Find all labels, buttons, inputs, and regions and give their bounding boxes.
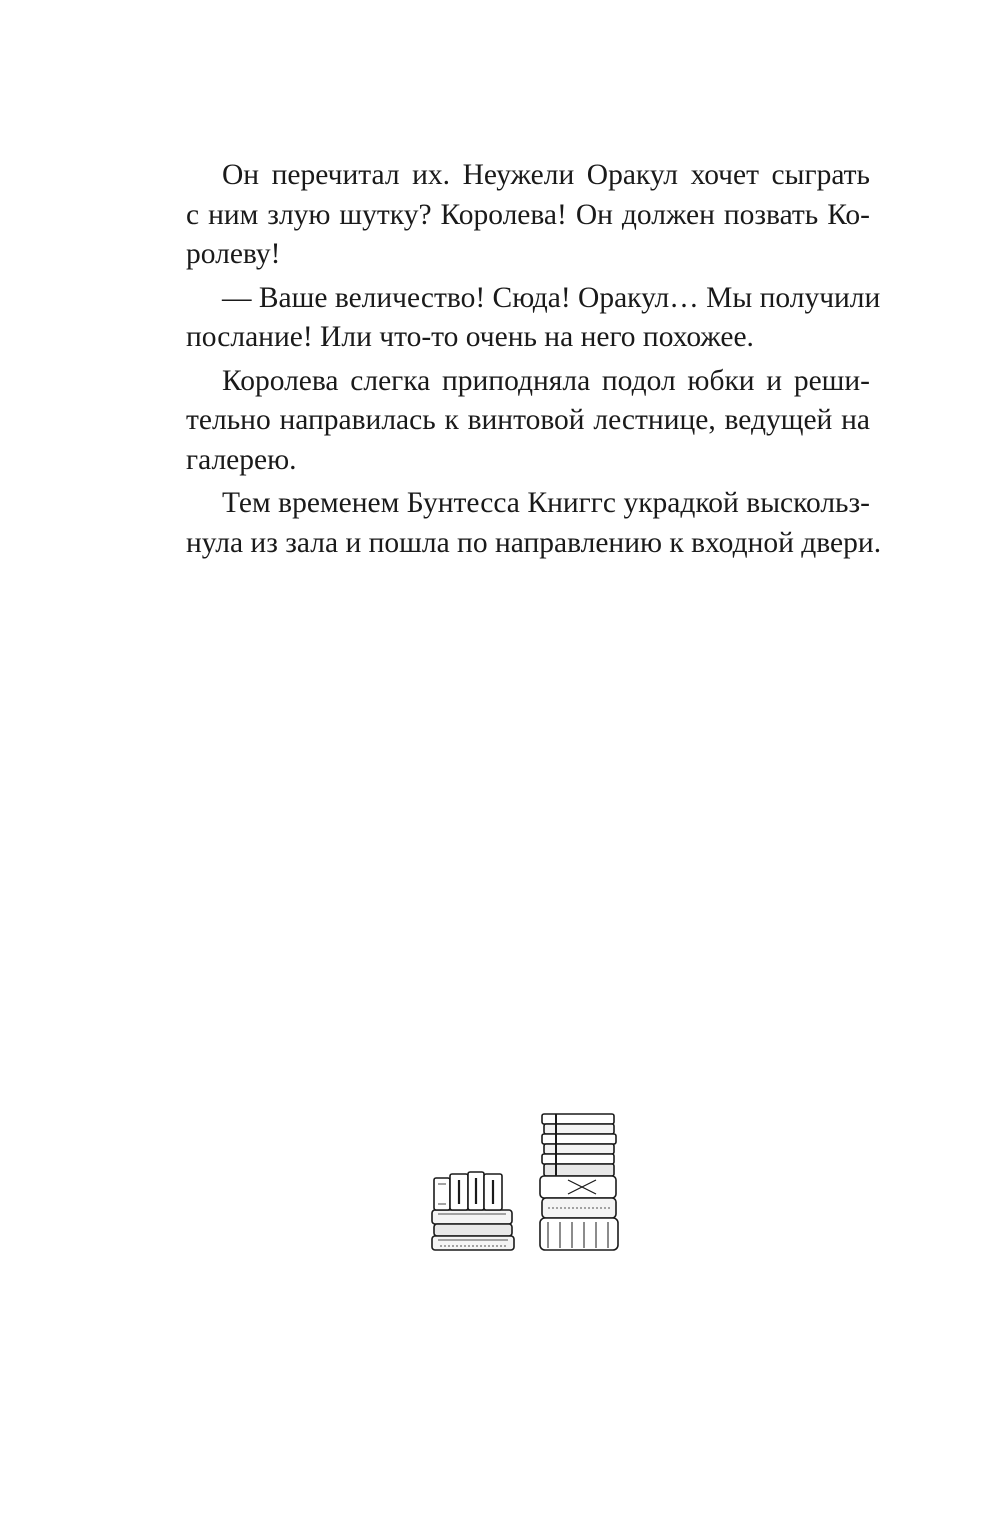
text-line: Королева слегка приподняла подол юбки и реши- [222, 364, 870, 397]
text-line: тельно направилась к винтовой лестнице, ведущей на [186, 404, 870, 436]
text-line: Тем временем Бунтесса Книггс украдкой выскольз- [222, 487, 870, 519]
left-book-stack [432, 1172, 514, 1250]
chapter-text [186, 156, 882, 567]
paragraph [186, 484, 882, 563]
right-book-stack [540, 1114, 618, 1250]
paragraph [186, 362, 870, 481]
text-line: с ним злую шутку? Королева! Он должен позвать Ко- [186, 198, 870, 231]
text-line: нула из зала и пошла по направлению к входной двери. [186, 526, 882, 559]
text-line: — Ваше величество! Сюда! Оракул… Мы получили [222, 281, 881, 314]
paragraph [186, 279, 881, 358]
paragraph [186, 156, 870, 275]
text-line: Он перечитал их. Неужели Оракул хочет сыграть [222, 159, 870, 191]
book-stacks-icon [428, 1110, 622, 1258]
text-line: ролеву! [186, 238, 281, 270]
text-line: послание! Или что-то очень на него похожее. [186, 321, 754, 353]
text-line: галерею. [186, 443, 297, 476]
